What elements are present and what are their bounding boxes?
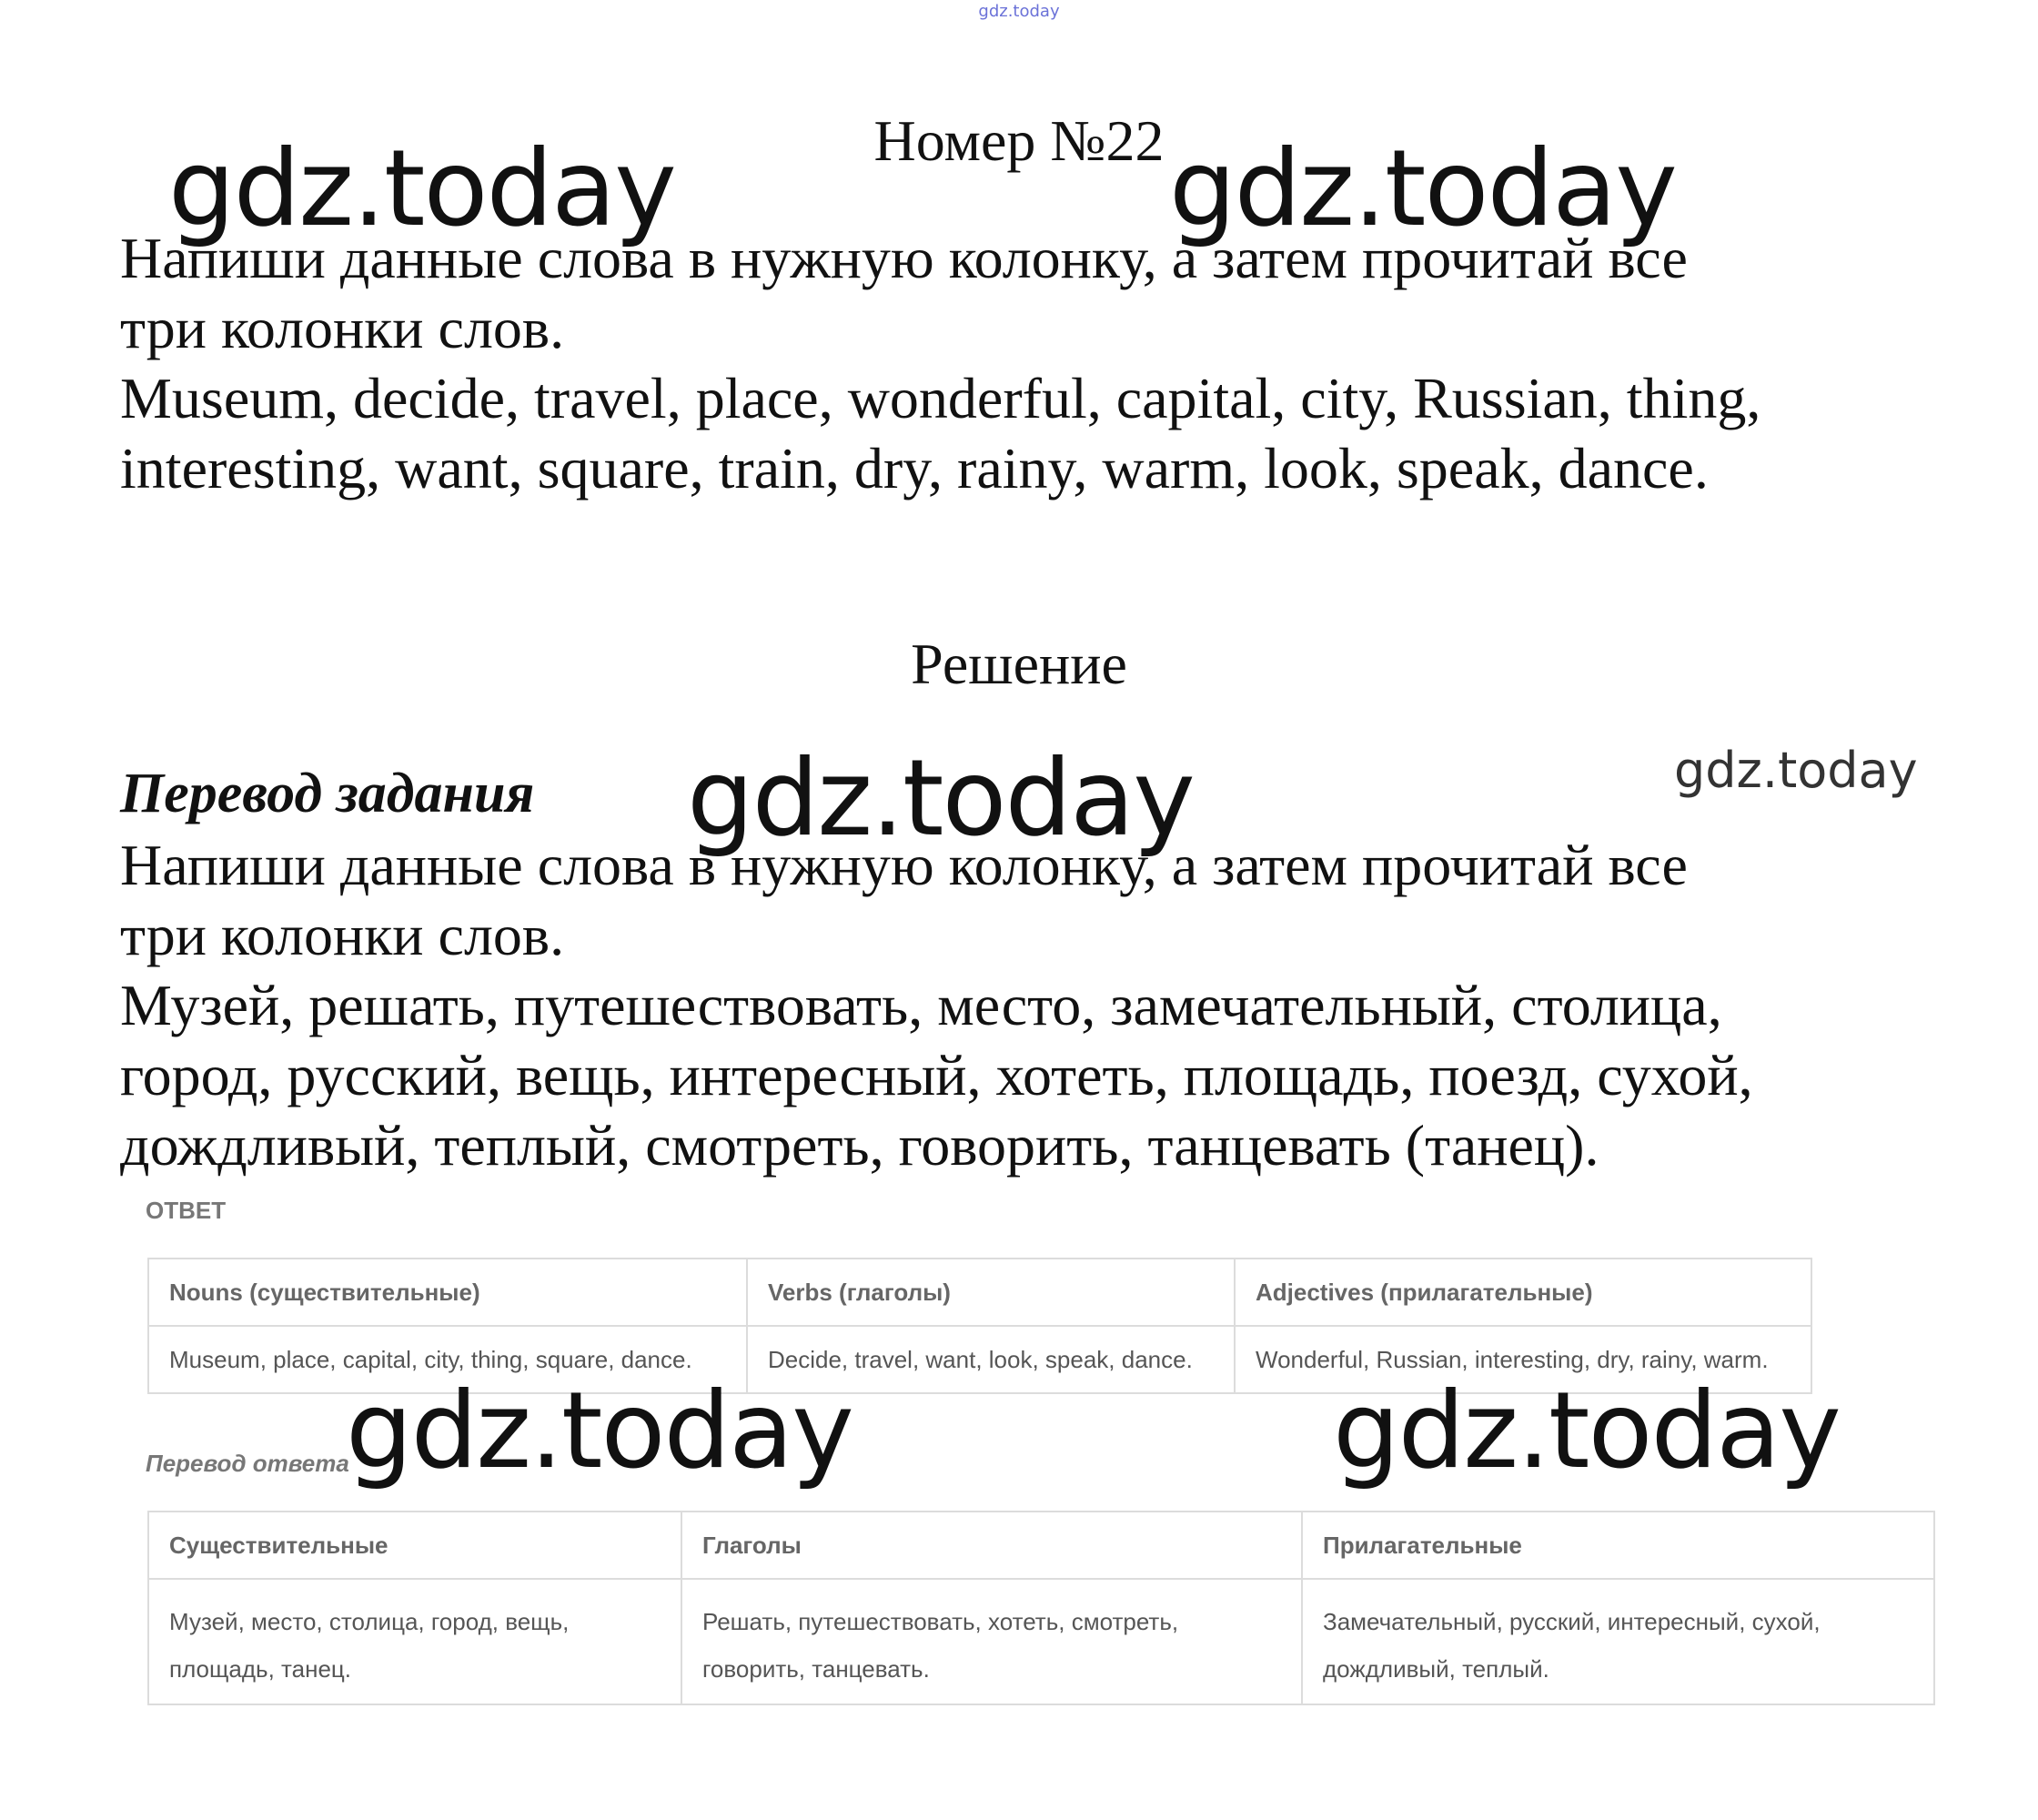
watermark: gdz.today xyxy=(1674,742,1918,799)
top-watermark: gdz.today xyxy=(978,2,1060,21)
watermark: gdz.today xyxy=(346,1370,853,1492)
header-verbs: Verbs (глаголы) xyxy=(747,1259,1235,1326)
cell-line: дождливый, теплый. xyxy=(1323,1655,1549,1683)
header-adjectives: Adjectives (прилагательные) xyxy=(1235,1259,1811,1326)
translation-line: три колонки слов. xyxy=(120,903,565,967)
task-line: Напиши данные слова в нужную колонку, а затем прочитай все xyxy=(120,226,1688,290)
cell-adjectives xyxy=(1302,1579,1934,1704)
table-row xyxy=(148,1579,1934,1704)
cell-line: Музей, место, столица, город, вещь, xyxy=(169,1608,570,1635)
cell-line: площадь, танец. xyxy=(169,1655,352,1683)
table-header-row xyxy=(148,1512,1934,1579)
watermark: gdz.today xyxy=(168,127,675,250)
watermark: gdz.today xyxy=(1333,1370,1840,1492)
cell-line: говорить, танцевать. xyxy=(702,1655,930,1683)
task-line: interesting, want, square, train, dry, rainy, warm, look, speak, dance. xyxy=(120,436,1709,500)
page-title: Номер №22 xyxy=(873,108,1165,173)
answer-label: ОТВЕТ xyxy=(146,1197,227,1224)
translation-line: Музей, решать, путешествовать, место, замечательный, столица, xyxy=(120,973,1722,1037)
cell-nouns: Museum, place, capital, city, thing, square, dance. xyxy=(148,1326,747,1393)
translation-line: дождливый, теплый, смотреть, говорить, танцевать (танец). xyxy=(120,1113,1599,1178)
translation-text xyxy=(120,830,1940,1180)
cell-line: Решать, путешествовать, хотеть, смотреть, xyxy=(702,1608,1179,1635)
cell-verbs xyxy=(681,1579,1302,1704)
cell-verbs: Decide, travel, want, look, speak, dance. xyxy=(747,1326,1235,1393)
translation-line: город, русский, вещь, интересный, хотеть, площадь, поезд, сухой, xyxy=(120,1043,1753,1107)
cell-adjectives: Wonderful, Russian, interesting, dry, rainy, warm. xyxy=(1235,1326,1811,1393)
cell-line: Замечательный, русский, интересный, сухой, xyxy=(1323,1608,1821,1635)
task-line: три колонки слов. xyxy=(120,296,565,360)
translation-line: Напиши данные слова в нужную колонку, а затем прочитай все xyxy=(120,833,1688,897)
answer-translation-label: Перевод ответа xyxy=(146,1450,349,1477)
watermark: gdz.today xyxy=(1169,127,1676,250)
header-verbs: Глаголы xyxy=(681,1512,1302,1579)
cell-nouns xyxy=(148,1579,681,1704)
answer-translation-table xyxy=(147,1511,1935,1705)
task-text xyxy=(120,223,1940,503)
header-nouns: Nouns (существительные) xyxy=(148,1259,747,1326)
watermark: gdz.today xyxy=(687,737,1194,860)
solution-heading: Решение xyxy=(911,632,1127,696)
header-nouns: Существительные xyxy=(148,1512,681,1579)
task-line: Museum, decide, travel, place, wonderful, capital, city, Russian, thing, xyxy=(120,366,1761,430)
translation-heading: Перевод задания xyxy=(120,763,535,824)
table-header-row xyxy=(148,1259,1811,1326)
header-adjectives: Прилагательные xyxy=(1302,1512,1934,1579)
